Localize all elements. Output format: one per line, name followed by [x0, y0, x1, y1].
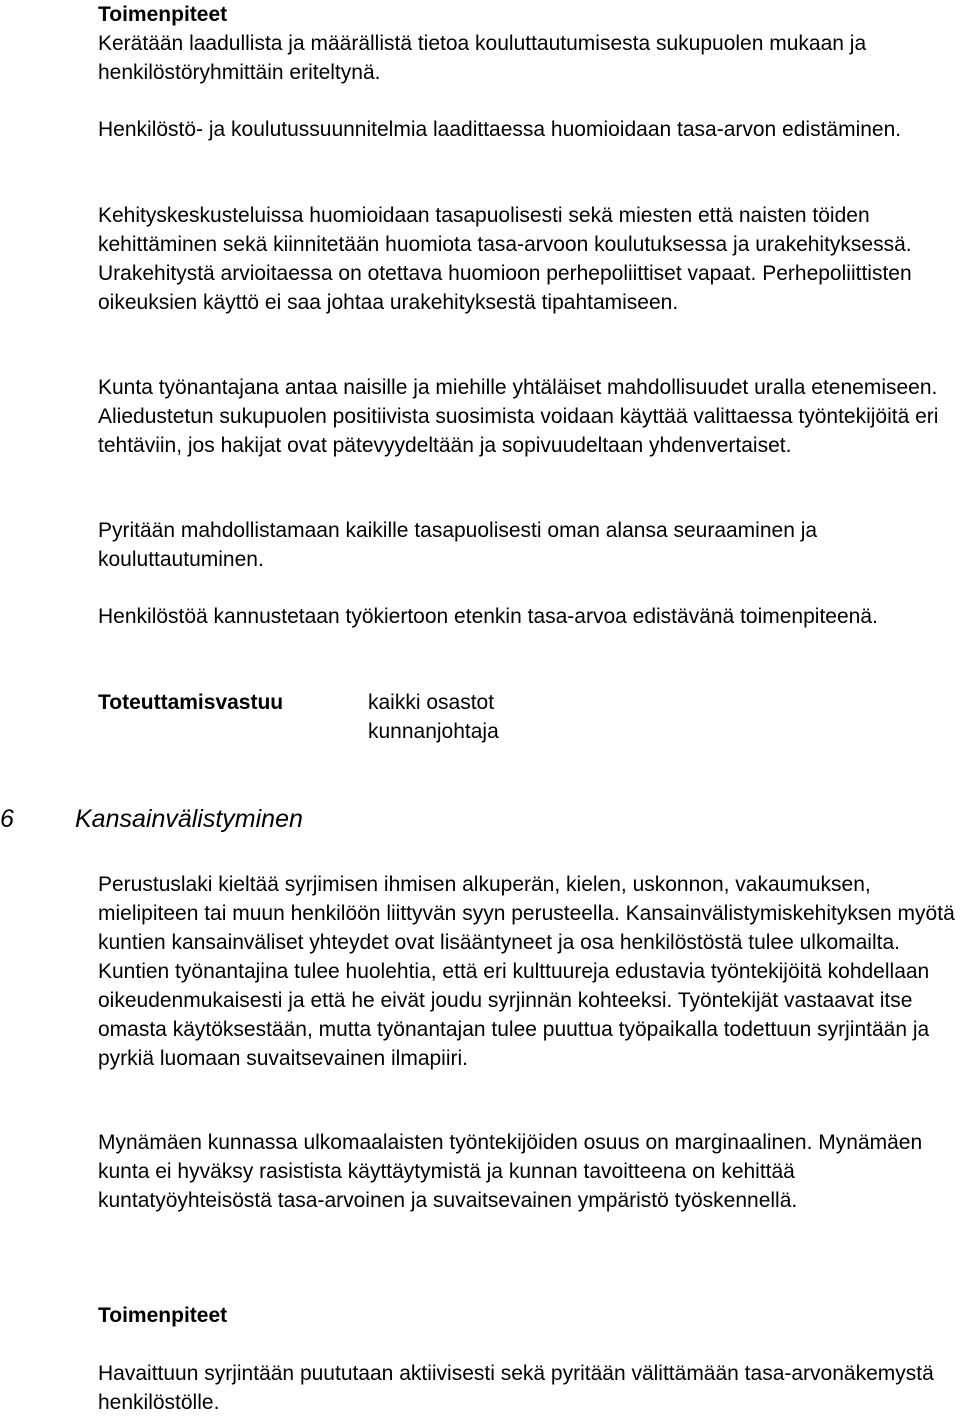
- paragraph-development-discussions: Kehityskeskusteluissa huomioidaan tasapuolisesti sekä miesten että naisten töiden kehittäminen sekä kiinnitetään huomiota tasa-arvoon koulutuksessa ja urakehityksessä. Urakehitystä arvioitaessa on otettava huomioon perhepoliittiset vapaat. Perhepoliittisten oikeuksien käyttö ei saa johtaa urakehityksestä tipahtamiseen.: [98, 204, 912, 314]
- responsibility-value: kaikki osastot: [368, 691, 495, 714]
- paragraph-discrimination-response: Havaittuun syrjintään puututaan aktiivisesti sekä pyritään välittämään tasa-arvonäkemystä henkilöstölle.: [98, 1362, 934, 1414]
- paragraph-data-collection: Kerätään laadullista ja määrällistä tietoa kouluttautumisesta sukupuolen mukaan ja henkilöstöryhmittäin eriteltynä.: [98, 32, 867, 84]
- paragraph-career-opportunities: Kunta työnantajana antaa naisille ja miehille yhtäläiset mahdollisuudet uralla etenemiseen. Aliedustetun sukupuolen positiivista suosimista voidaan käyttää valittaessa työntekijöitä eri tehtäviin, jos hakijat ovat pätevyydeltään ja sopivuudeltaan yhdenvertaiset.: [98, 376, 939, 457]
- responsibility-label: Toteuttamisvastuu: [98, 691, 284, 714]
- section-title: Kansainvälistyminen: [75, 805, 303, 833]
- paragraph-mynamaki-policy: Mynämäen kunnassa ulkomaalaisten työntekijöiden osuus on marginaalinen. Mynämäen kunta ei hyväksy rasistista käyttäytymistä ja kunnan tavoitteena on kehittää kuntatyöyhteisöstä tasa-arvoinen ja suvaitsevainen ympäristö työskennellä.: [98, 1131, 923, 1212]
- section-number: 6: [0, 805, 14, 833]
- paragraph-planning: Henkilöstö- ja koulutussuunnitelmia laadittaessa huomioidaan tasa-arvon edistäminen.: [98, 118, 902, 141]
- responsibility-value: kunnanjohtaja: [368, 720, 499, 743]
- paragraph-internationalization: Perustuslaki kieltää syrjimisen ihmisen alkuperän, kielen, uskonnon, vakaumuksen, mielipiteen tai muun henkilöön liittyvän syyn perusteella. Kansainvälistymiskehityksen myötä kuntien kansainväliset yhteydet ovat lisääntyneet ja osa henkilöstöstä tulee ulkomailta. Kuntien työnantajina tulee huolehtia, että eri kulttuureja edustavia työntekijöitä kohdellaan oikeudenmukaisesti ja että he eivät joudu syrjinnän kohteeksi. Työntekijät vastaavat itse omasta käytöksestään, mutta työnantajan tulee puuttua työpaikalla todettuun syrjintään ja pyrkiä luomaan suvaitsevainen ilmapiiri.: [98, 873, 955, 1070]
- paragraph-job-rotation: Henkilöstöä kannustetaan työkiertoon etenkin tasa-arvoa edistävänä toimenpiteenä.: [98, 605, 878, 628]
- responsibility-values: [368, 688, 499, 746]
- measures-heading-section6: Toimenpiteet: [98, 1304, 228, 1327]
- measures-heading: Toimenpiteet: [98, 3, 228, 26]
- paragraph-training: Pyritään mahdollistamaan kaikille tasapuolisesti oman alansa seuraaminen ja kouluttautuminen.: [98, 519, 818, 571]
